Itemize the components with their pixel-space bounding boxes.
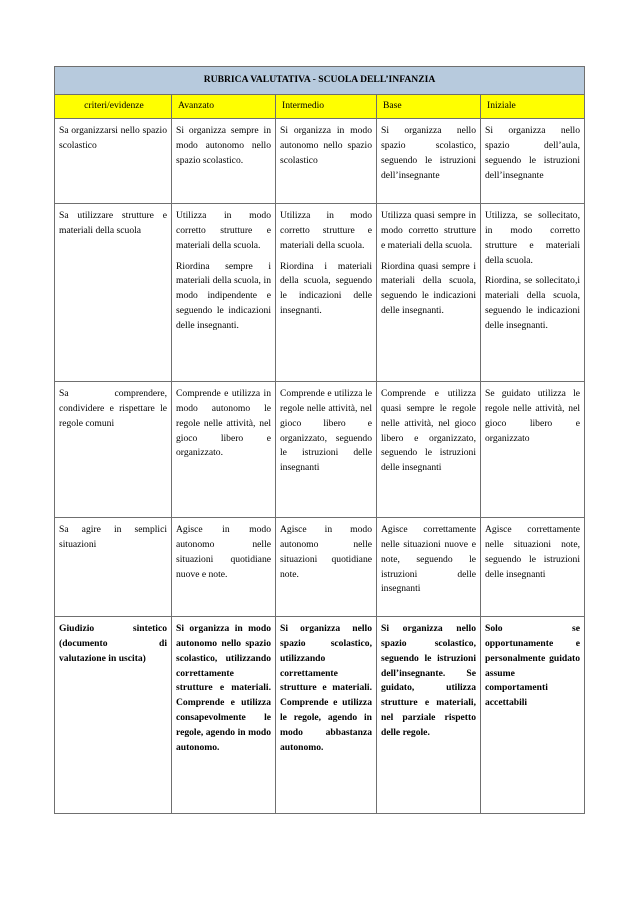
table-title-row	[55, 67, 585, 95]
header-base: Base	[377, 94, 481, 118]
cell-text: Utilizza in modo corretto strutture e materiali della scuola.	[280, 209, 372, 251]
level-cell-avanzato	[172, 616, 276, 813]
level-cell-intermedio	[276, 118, 377, 203]
level-cell-iniziale	[481, 118, 585, 203]
cell-text: Comprende e utilizza le regole nelle attività, nel gioco libero e organizzato, seguendo le istruzioni delle insegnanti	[280, 387, 372, 474]
level-cell-avanzato	[172, 118, 276, 203]
rubric-table	[54, 66, 585, 814]
cell-text: Comprende e utilizza in modo autonomo le regole nelle attività, nel gioco libero e organizzato.	[176, 387, 271, 459]
cell-text: Agisce in modo autonomo nelle situazioni quotidiane nuove e note.	[176, 523, 271, 580]
level-cell-base	[377, 517, 481, 616]
cell-text: Si organizza in modo autonomo nello spazio scolastico, utilizzando correttamente strutture e materiali. Comprende e utilizza consapevolmente le regole, agendo in modo autonomo.	[176, 622, 271, 754]
cell-text: Si organizza sempre in modo autonomo nello spazio scolastico.	[176, 124, 271, 166]
cell-text: Riordina, se sollecitato,i materiali della scuola, seguendo le indicazioni delle insegnanti.	[485, 275, 581, 332]
header-iniziale: Iniziale	[481, 94, 585, 118]
table-row	[55, 517, 585, 616]
table-row	[55, 381, 585, 517]
level-cell-intermedio	[276, 381, 377, 517]
cell-text: Si organizza in modo autonomo nello spazio scolastico	[280, 124, 372, 166]
header-intermedio: Intermedio	[276, 94, 377, 118]
table-header-row	[55, 94, 585, 118]
cell-text: Si organizza nello spazio scolastico, seguendo le istruzioni dell’insegnante	[381, 124, 476, 181]
table-row	[55, 118, 585, 203]
level-cell-base	[377, 381, 481, 517]
level-cell-intermedio	[276, 616, 377, 813]
criterion-cell: Sa utilizzare strutture e materiali della scuola	[55, 203, 172, 381]
level-cell-iniziale	[481, 517, 585, 616]
cell-text: Solo se opportunamente e personalmente guidato assume comportamenti accettabili	[485, 622, 581, 709]
cell-text: Si organizza nello spazio scolastico, utilizzando correttamente strutture e materiali. Comprende e utilizza le regole, agendo in modo abbastanza autonomo.	[280, 622, 372, 754]
criterion-cell: Sa organizzarsi nello spazio scolastico	[55, 118, 172, 203]
level-cell-base	[377, 616, 481, 813]
cell-text: Agisce correttamente nelle situazioni note, seguendo le istruzioni delle insegnanti	[485, 523, 581, 580]
cell-text: Riordina quasi sempre i materiali della scuola, seguendo le indicazioni delle insegnanti.	[381, 260, 476, 317]
level-cell-avanzato	[172, 203, 276, 381]
criterion-cell: Sa agire in semplici situazioni	[55, 517, 172, 616]
cell-text: Si organizza nello spazio scolastico, seguendo le istruzioni dell’insegnante. Se guidato, utilizza strutture e materiali, nel parziale rispetto delle regole.	[381, 622, 476, 739]
cell-text: Si organizza nello spazio dell’aula, seguendo le istruzioni dell’insegnante	[485, 124, 581, 181]
level-cell-avanzato	[172, 381, 276, 517]
header-criteri: criteri/evidenze	[55, 94, 172, 118]
rubric-page	[54, 66, 584, 814]
level-cell-iniziale	[481, 381, 585, 517]
level-cell-iniziale	[481, 616, 585, 813]
cell-text: Agisce correttamente nelle situazioni nuove e note, seguendo le istruzioni delle insegnanti	[381, 523, 476, 595]
table-row	[55, 203, 585, 381]
header-avanzato: Avanzato	[172, 94, 276, 118]
criterion-cell: Sa comprendere, condividere e rispettare le regole comuni	[55, 381, 172, 517]
table-title: RUBRICA VALUTATIVA - SCUOLA DELL’INFANZIA	[55, 67, 585, 95]
cell-text: Utilizza, se sollecitato, in modo corretto strutture e materiali della scuola.	[485, 209, 581, 266]
cell-text: Se guidato utilizza le regole nelle attività, nel gioco libero e organizzato	[485, 387, 581, 444]
table-row-summary	[55, 616, 585, 813]
criterion-cell: Giudizio sintetico (documento di valutazione in uscita)	[55, 616, 172, 813]
cell-text: Utilizza quasi sempre in modo corretto strutture e materiali della scuola.	[381, 209, 476, 251]
level-cell-base	[377, 118, 481, 203]
cell-text: Comprende e utilizza quasi sempre le regole nelle attività, nel gioco libero e organizzato, seguendo le istruzioni delle insegnanti	[381, 387, 476, 474]
cell-text: Riordina i materiali della scuola, seguendo le indicazioni delle insegnanti.	[280, 260, 372, 317]
level-cell-intermedio	[276, 517, 377, 616]
level-cell-iniziale	[481, 203, 585, 381]
level-cell-intermedio	[276, 203, 377, 381]
level-cell-base	[377, 203, 481, 381]
cell-text: Utilizza in modo corretto strutture e materiali della scuola.	[176, 209, 271, 251]
cell-text: Agisce in modo autonomo nelle situazioni quotidiane note.	[280, 523, 372, 580]
level-cell-avanzato	[172, 517, 276, 616]
cell-text: Riordina sempre i materiali della scuola, in modo indipendente e seguendo le indicazioni delle insegnanti.	[176, 260, 271, 332]
